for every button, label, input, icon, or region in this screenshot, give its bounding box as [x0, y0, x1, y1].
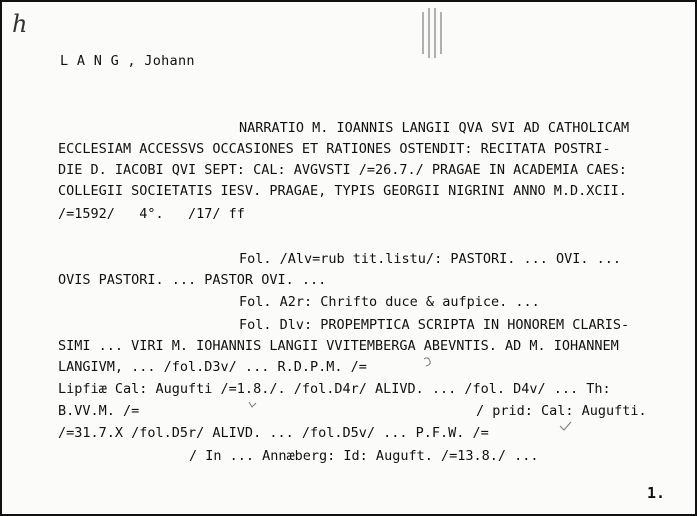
pencil-mark-2 [246, 399, 260, 413]
note-line-9: /=31.7.X /fol.D5r/ ALIVD. ... /fol.D5v/ ... P.F.W. /= [58, 425, 489, 441]
title-line-1: NARRATIO M. IOANNIS LANGII QVA SVI AD CATHOLICAM [239, 120, 630, 136]
title-line-3: DIE D. IACOBI QVI SEPT: CAL: AVGVSTI /=26.7./ PRAGAE IN ACADEMIA CAES: [58, 162, 627, 178]
card-page-number: 1. [646, 484, 665, 502]
note-line-3: Fol. A2r: Chrifto duce & aufpice. ... [239, 294, 540, 310]
author-heading: L A N G , Johann [60, 53, 195, 69]
note-line-7: Lipfiæ Cal: Augufti /=1.8./. /fol.D4r/ ALIVD. ... /fol. D4v/ ... Th: [58, 381, 611, 397]
note-line-6: LANGIVM, ... /fol.D3v/ ... R.D.P.M. /= [58, 359, 367, 375]
pencil-mark-1 [422, 355, 436, 369]
punch-hole-mark [417, 6, 447, 62]
title-line-4: COLLEGII SOCIETATIS IESV. PRAGAE, TYPIS GEORGII NIGRINI ANNO M.D.XCII. [58, 183, 627, 199]
note-line-5: SIMI ... VIRI M. IOHANNIS LANGII VVITEMBERGA ABEVNTIS. AD M. IOHANNEM [58, 338, 619, 354]
format-line: /=1592/ 4°. /17/ ff [58, 206, 245, 222]
corner-handwritten-mark: h [12, 10, 28, 38]
note-line-8-left: B.VV.M. /= [58, 403, 140, 419]
pencil-mark-3 [558, 420, 574, 434]
note-line-10: / In ... Annæberg: Id: Auguft. /=13.8./ ... [189, 448, 539, 464]
note-line-8-right: / prid: Cal: Augufti. [476, 403, 647, 419]
note-line-1: Fol. /Alv=rub tit.listu/: PASTORI. ... OVI. ... [239, 251, 622, 267]
title-line-2: ECCLESIAM ACCESSVS OCCASIONES ET RATIONES OSTENDIT: RECITATA POSTRI- [58, 141, 611, 157]
note-line-4: Fol. Dlv: PROPEMPTICA SCRIPTA IN HONOREM CLARIS- [239, 317, 630, 333]
note-line-2: OVIS PASTORI. ... PASTOR OVI. ... [58, 272, 327, 288]
